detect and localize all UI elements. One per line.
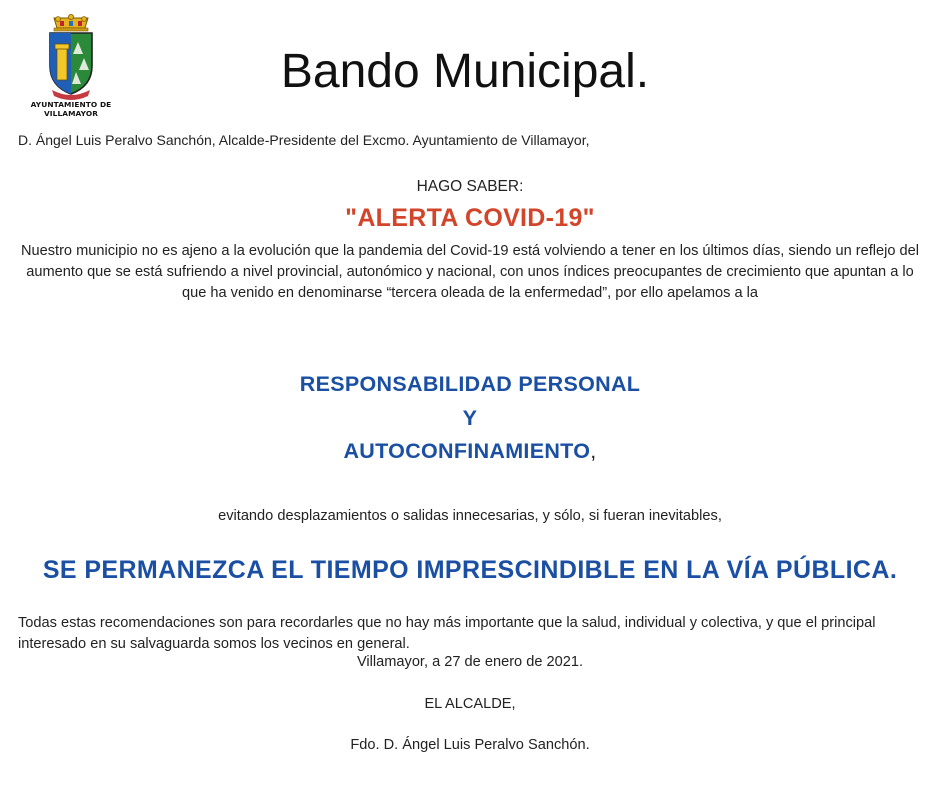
municipal-crest <box>28 14 114 120</box>
paragraph-1: Nuestro municipio no es ajeno a la evolución que la pandemia del Covid-19 está volviendo a tener en los últimos días, siendo un reflejo del aumento que se está sufriendo a nivel provincial, autonómico y nacional, con unos índices preocupantes de crecimiento que apuntan a lo que ha venido en denominarse “tercera oleada de la enfermedad”, por ello apelamos a la <box>20 243 920 301</box>
highlight-line-responsabilidad: RESPONSABILIDAD PERSONAL <box>299 372 641 396</box>
autoconfinamiento-comma: , <box>590 439 597 463</box>
signature-line: Fdo. D. Ángel Luis Peralvo Sanchón. <box>350 737 590 753</box>
highlight-line-autoconfinamiento <box>0 439 940 464</box>
intro-text: D. Ángel Luis Peralvo Sanchón, Alcalde-Presidente del Excmo. Ayuntamiento de Villamayor, <box>18 132 590 148</box>
signatory-title: EL ALCALDE, <box>424 696 516 712</box>
autoconfinamiento-text: AUTOCONFINAMIENTO <box>343 439 591 463</box>
crest-caption-line-2: VILLAMAYOR <box>43 109 99 118</box>
paragraph-2: Todas estas recomendaciones son para recordarles que no hay más importante que la salud, individual y colectiva, y que el principal interesado en su salvaguarda somos los vecinos en general. <box>18 615 876 652</box>
hago-saber-heading: HAGO SABER: <box>416 178 524 195</box>
avoid-travel-text: evitando desplazamientos o salidas innecesarias, y sólo, si fueran inevitables, <box>218 508 722 524</box>
coat-of-arms-icon <box>28 14 114 100</box>
page-title: Bando Municipal. <box>280 45 650 98</box>
alert-title: "ALERTA COVID-19" <box>345 204 595 232</box>
highlight-line-y: Y <box>462 406 478 430</box>
crest-caption-line-1: AYUNTAMIENTO DE <box>30 100 112 109</box>
main-message: SE PERMANEZCA EL TIEMPO IMPRESCINDIBLE EN LA VÍA PÚBLICA. <box>42 556 898 584</box>
date-line: Villamayor, a 27 de enero de 2021. <box>356 654 584 670</box>
